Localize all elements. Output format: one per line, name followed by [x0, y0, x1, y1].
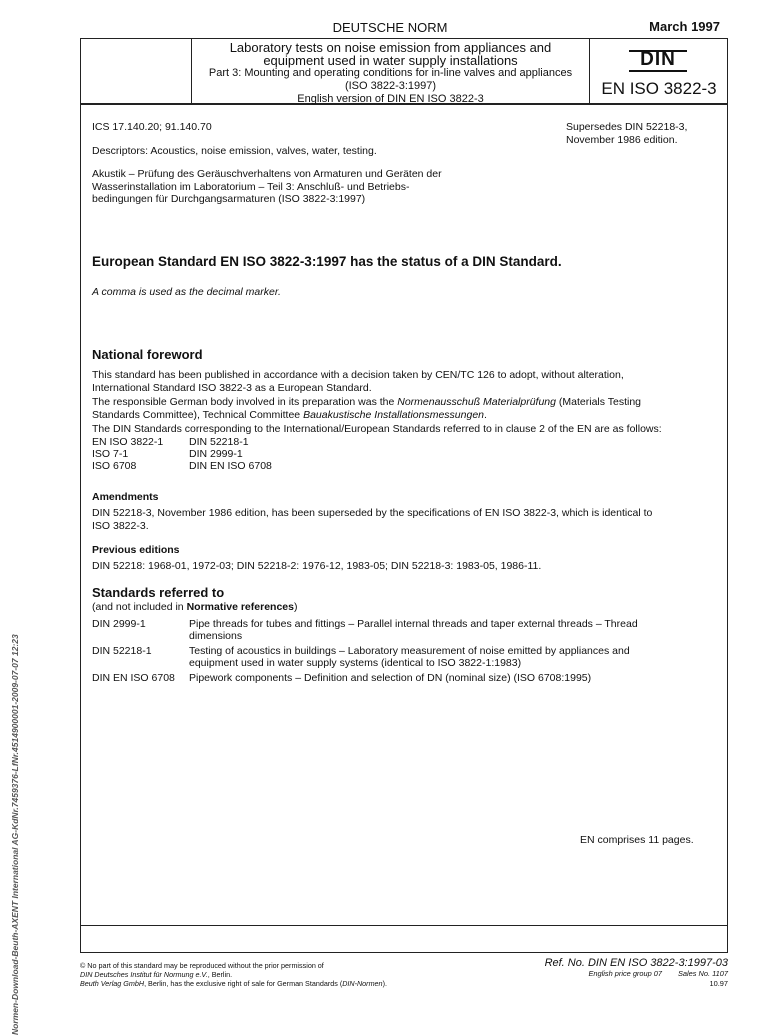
table-row	[92, 436, 272, 448]
title-line-1: Laboratory tests on noise emission from appliances and	[229, 40, 552, 55]
reference-title-line-2: dimensions	[189, 630, 243, 642]
title-line-5: English version of DIN EN ISO 3822-3	[297, 93, 484, 105]
previous-editions-text: DIN 52218: 1968-01, 1972-03; DIN 52218-2: 1976-12, 1983-05; DIN 52218-3: 1983-05, 1986-11.	[92, 560, 542, 572]
committee-name-german: Normenausschuß Materialprüfung	[397, 396, 556, 408]
subheading-text-a: (and not included in	[92, 601, 187, 613]
german-title-line-2: Wasserinstallation im Laboratorium – Teil 3: Anschluß- und Betriebs-	[92, 180, 410, 193]
technical-committee-name: Bauakustische Installationsmessungen	[303, 408, 485, 421]
foreword-p1-line-2: International Standard ISO 3822-3 as a European Standard.	[92, 381, 372, 394]
german-title	[92, 168, 712, 206]
page-count: EN comprises 11 pages.	[580, 834, 694, 846]
table-row	[92, 618, 709, 645]
foreword-paragraph-1	[92, 369, 712, 394]
table-row	[92, 672, 709, 684]
title-line-4: (ISO 3822-3:1997)	[344, 80, 437, 92]
normative-references-label: Normative references	[186, 601, 294, 613]
amendments-heading: Amendments	[92, 491, 159, 503]
din-logo: DIN	[640, 49, 676, 70]
copyright-line-3-tail: ).	[382, 979, 387, 988]
international-standard: EN ISO 3822-1	[92, 436, 164, 448]
sales-number: Sales No. 1107	[678, 969, 728, 978]
publication-date: March 1997	[649, 19, 720, 34]
table-row	[92, 460, 272, 472]
copyright-line-3-mid: , Berlin, has the exclusive right of sale for German Standards (	[144, 979, 343, 988]
supersedes-line-1: Supersedes DIN 52218-3,	[566, 121, 688, 133]
title-left-cell	[80, 38, 192, 105]
foreword-paragraph-2	[92, 396, 712, 421]
reference-title	[189, 672, 709, 684]
price-group: English price group 07	[588, 969, 662, 978]
din-standard: DIN 2999-1	[189, 448, 243, 460]
ics-code: ICS 17.140.20; 91.140.70	[92, 121, 212, 133]
foreword-p2-text-f: .	[484, 408, 487, 421]
din-normen-label: DIN-Normen	[342, 979, 383, 988]
reference-title-line-1: Testing of acoustics in buildings – Laboratory measurement of noise emitted by appliances and	[189, 645, 630, 657]
status-heading: European Standard EN ISO 3822-3:1997 has the status of a DIN Standard.	[92, 254, 562, 269]
title-line-2: equipment used in water supply installations	[263, 53, 518, 68]
foreword-paragraph-3: The DIN Standards corresponding to the International/European Standards referred to in clause 2 of the EN are as follows:	[92, 423, 662, 435]
decimal-marker-note: A comma is used as the decimal marker.	[92, 286, 281, 298]
supersedes-line-2: November 1986 edition.	[566, 134, 678, 146]
amendments-line-2: ISO 3822-3.	[92, 519, 149, 532]
descriptors: Descriptors: Acoustics, noise emission, valves, water, testing.	[92, 145, 377, 157]
reference-code: DIN 2999-1	[92, 618, 146, 630]
national-foreword-heading: National foreword	[92, 347, 203, 362]
reference-title-line-1: Pipework components – Definition and selection of DN (nominal size) (ISO 6708:1995)	[189, 672, 592, 684]
reference-number: Ref. No. DIN EN ISO 3822-3:1997-03	[544, 957, 728, 969]
table-row	[92, 645, 709, 672]
reference-code: DIN EN ISO 6708	[92, 672, 175, 684]
standard-type-header: DEUTSCHE NORM	[332, 20, 448, 35]
copyright-notice	[80, 961, 500, 988]
reference-title-line-2: equipment used in water supply systems (identical to ISO 3822-1:1983)	[189, 657, 522, 669]
standards-referred-list	[92, 618, 712, 684]
amendments-line-1: DIN 52218-3, November 1986 edition, has been superseded by the specifications of EN ISO 3822-3, which is identical to	[92, 507, 653, 519]
foreword-p2-text-d: Standards Committee), Technical Committee	[92, 408, 304, 421]
publisher-name: Beuth Verlag GmbH	[80, 979, 145, 988]
standard-number: EN ISO 3822-3	[601, 79, 717, 98]
din-standard: DIN 52218-1	[189, 436, 249, 448]
document-title	[193, 41, 588, 106]
standards-referred-subheading	[92, 601, 712, 614]
international-standard: ISO 6708	[92, 460, 137, 472]
reference-title	[189, 645, 709, 672]
reference-title	[189, 618, 709, 645]
copyright-institute: DIN Deutsches Institut für Normung e.V.	[80, 970, 208, 979]
correspondence-list	[92, 436, 272, 472]
correspondence-table	[92, 436, 712, 472]
reference-code: DIN 52218-1	[92, 645, 152, 657]
title-line-3: Part 3: Mounting and operating conditions for in-line valves and appliances	[208, 67, 573, 79]
german-title-line-3: bedingungen für Durchgangsarmaturen (ISO 3822-3:1997)	[92, 193, 366, 205]
international-standard: ISO 7-1	[92, 448, 129, 460]
standards-referred-heading: Standards referred to	[92, 585, 225, 600]
foreword-p1-line-1: This standard has been published in accordance with a decision taken by CEN/TC 126 to adopt, without alteration,	[92, 369, 624, 381]
din-standard: DIN EN ISO 6708	[189, 460, 272, 472]
copyright-line-2-tail: , Berlin.	[207, 970, 233, 979]
download-watermark: Normen-Download-Beuth-AXENT International AG-KdNr.7459376-LfNr.4514900001-2009-07-07 12:23	[10, 634, 20, 1035]
foreword-p2-text-a: The responsible German body involved in its preparation was the	[92, 396, 398, 408]
references-table	[92, 618, 709, 684]
foreword-p2-text-c: (Materials Testing	[556, 396, 642, 408]
table-row	[92, 448, 272, 460]
reference-title-line-1: Pipe threads for tubes and fittings – Parallel internal threads and taper external threads – Thread	[189, 618, 638, 630]
supersedes-note	[566, 121, 726, 147]
amendments-text	[92, 507, 712, 532]
subheading-text-c: )	[293, 601, 298, 613]
footer-divider	[80, 925, 728, 926]
previous-editions-heading: Previous editions	[92, 544, 180, 556]
german-title-line-1: Akustik – Prüfung des Geräuschverhaltens von Armaturen und Geräten der	[92, 168, 442, 180]
print-code: 10.97	[709, 979, 728, 988]
reference-block	[500, 957, 728, 989]
copyright-line-1: © No part of this standard may be reproduced without the prior permission of	[80, 961, 324, 970]
din-logo-bottom-bar	[629, 70, 687, 72]
